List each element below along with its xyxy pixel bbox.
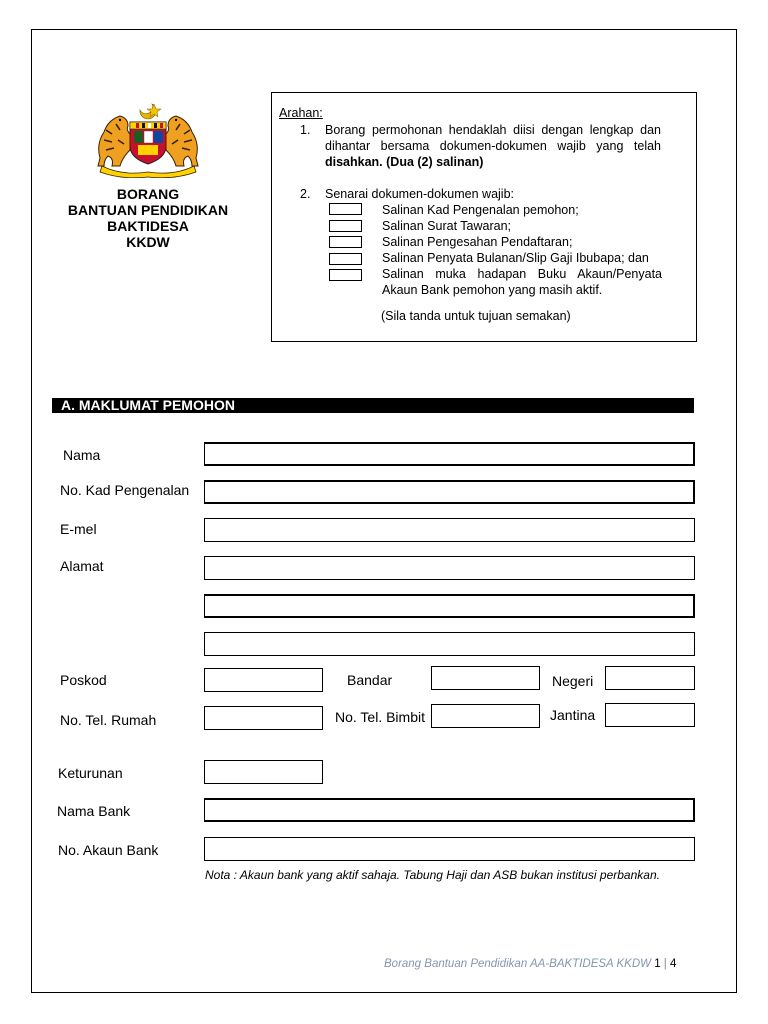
label-email: E-mel bbox=[60, 521, 97, 537]
instruction-1-text bbox=[325, 122, 661, 170]
address-field-line-1[interactable] bbox=[204, 556, 695, 580]
instructions-box bbox=[271, 92, 697, 342]
coat-of-arms-icon bbox=[92, 100, 204, 178]
address-field-line-3[interactable] bbox=[204, 632, 695, 656]
label-nama: Nama bbox=[63, 447, 101, 463]
label-ic: No. Kad Pengenalan bbox=[60, 482, 190, 498]
label-alamat: Alamat bbox=[60, 558, 104, 574]
form-title-line-4: KKDW bbox=[126, 234, 170, 250]
label-poskod: Poskod bbox=[60, 672, 107, 688]
label-jantina: Jantina bbox=[550, 707, 596, 723]
postcode-field[interactable] bbox=[204, 668, 323, 692]
form-title bbox=[60, 186, 236, 250]
document-checkbox-5[interactable] bbox=[329, 269, 362, 281]
document-item-4: Salinan Penyata Bulanan/Slip Gaji Ibubapa; dan bbox=[382, 251, 649, 265]
instruction-2-text: Senarai dokumen-dokumen wajib: bbox=[325, 187, 514, 201]
home-phone-field[interactable] bbox=[204, 706, 323, 730]
document-item-2: Salinan Surat Tawaran; bbox=[382, 219, 512, 233]
instructions-heading: Arahan: bbox=[279, 106, 323, 120]
footer-page-total: 4 bbox=[670, 958, 677, 970]
ic-number-field[interactable] bbox=[204, 480, 695, 504]
section-a-header: A. MAKLUMAT PEMOHON bbox=[52, 398, 694, 413]
instruction-2-number: 2. bbox=[300, 187, 311, 201]
label-keturunan: Keturunan bbox=[58, 765, 123, 781]
document-item-3: Salinan Pengesahan Pendaftaran; bbox=[382, 235, 573, 249]
email-field[interactable] bbox=[204, 518, 695, 542]
document-item-5: Salinan muka hadapan Buku Akaun/Penyata Akaun Bank pemohon yang masih aktif. bbox=[382, 267, 662, 297]
bank-note: Nota : Akaun bank yang aktif sahaja. Tabung Haji dan ASB bukan institusi perbankan. bbox=[205, 868, 660, 882]
bank-account-field[interactable] bbox=[204, 837, 695, 861]
label-bandar: Bandar bbox=[347, 672, 393, 688]
document-checkbox-4[interactable] bbox=[329, 253, 362, 265]
nama-field[interactable] bbox=[204, 442, 695, 466]
gender-field[interactable] bbox=[605, 703, 695, 727]
label-tel-rumah: No. Tel. Rumah bbox=[60, 712, 157, 728]
document-item-1: Salinan Kad Pengenalan pemohon; bbox=[382, 203, 579, 217]
instruction-1-emphasis: disahkan. (Dua (2) salinan) bbox=[325, 155, 484, 169]
race-field[interactable] bbox=[204, 760, 323, 784]
form-title-line-2: BANTUAN PENDIDIKAN bbox=[67, 202, 229, 218]
footer-separator: | bbox=[663, 958, 667, 970]
mobile-phone-field[interactable] bbox=[431, 704, 540, 728]
city-field[interactable] bbox=[431, 666, 540, 690]
label-akaun-bank: No. Akaun Bank bbox=[58, 842, 159, 858]
label-negeri: Negeri bbox=[552, 673, 594, 689]
address-field-line-2[interactable] bbox=[204, 594, 695, 618]
document-checkbox-1[interactable] bbox=[329, 203, 362, 215]
state-field[interactable] bbox=[605, 666, 695, 690]
document-checkbox-3[interactable] bbox=[329, 236, 362, 248]
label-nama-bank: Nama Bank bbox=[57, 803, 131, 819]
label-tel-bimbit: No. Tel. Bimbit bbox=[335, 709, 425, 725]
instruction-1-number: 1. bbox=[300, 123, 311, 137]
bank-name-field[interactable] bbox=[204, 798, 695, 822]
instruction-1-body: Borang permohonan hendaklah diisi dengan lengkap dan dihantar bersama dokumen-dokumen wajib yang telah bbox=[325, 123, 661, 153]
document-checkbox-2[interactable] bbox=[329, 220, 362, 232]
footer-page-number: 1 bbox=[654, 958, 661, 970]
form-title-line-3: BAKTIDESA bbox=[107, 218, 189, 234]
form-title-line-1: BORANG bbox=[116, 186, 180, 202]
footer-form-name: Borang Bantuan Pendidikan AA-BAKTIDESA KKDW bbox=[384, 958, 651, 970]
page-footer bbox=[384, 958, 676, 970]
checklist-note: (Sila tanda untuk tujuan semakan) bbox=[381, 309, 571, 323]
